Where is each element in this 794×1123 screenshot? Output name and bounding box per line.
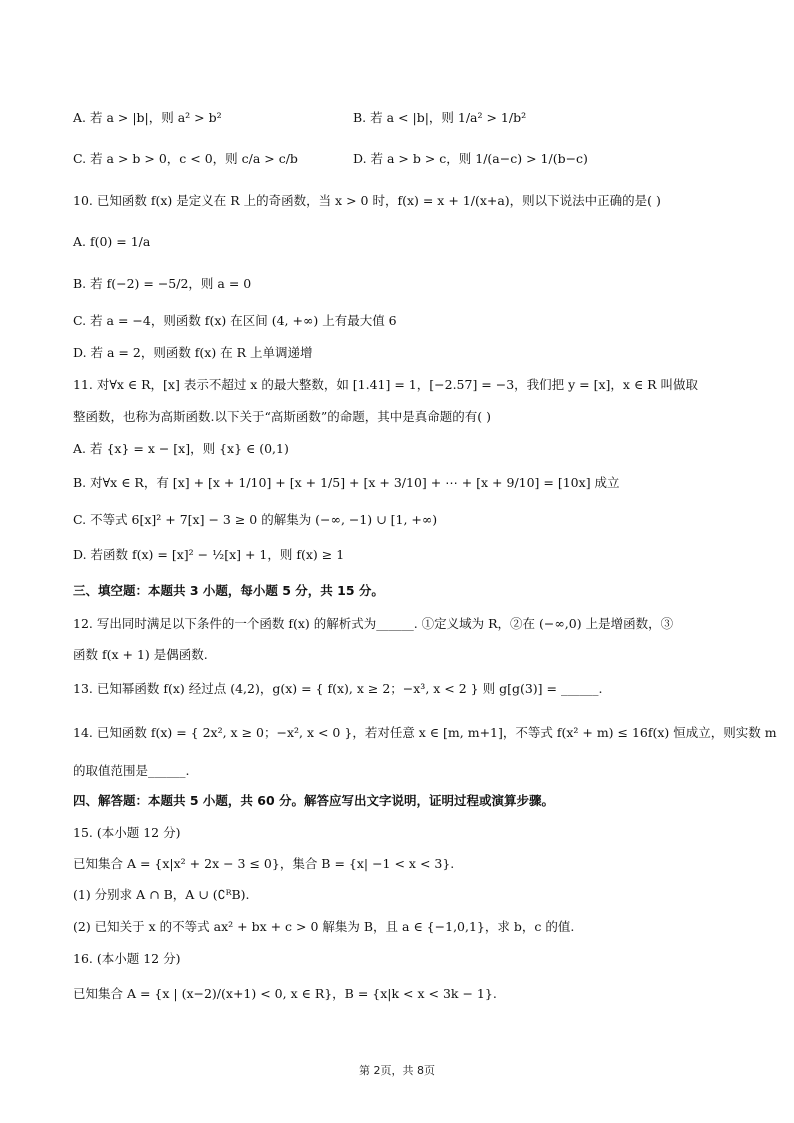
q11-option-a: A. 若 {x} = x − [x]，则 {x} ∈ (0,1): [73, 441, 289, 456]
q15-part2: (2) 已知关于 x 的不等式 ax² + bx + c > 0 解集为 B，且 a ∈ {−1,0,1}，求 b，c 的值.: [73, 919, 575, 934]
q11-option-b: B. 对∀x ∈ R，有 [x] + [x + 1/10] + [x + 1/5] + [x + 3/10] + ⋯ + [x + 9/10] = [10x] 成立: [73, 475, 620, 490]
q10-stem: 10. 已知函数 f(x) 是定义在 R 上的奇函数，当 x > 0 时，f(x) = x + 1/(x+a)，则以下说法中正确的是( ): [73, 193, 661, 208]
q11-option-d: D. 若函数 f(x) = [x]² − ½[x] + 1，则 f(x) ≥ 1: [73, 547, 345, 562]
q9-option-c: C. 若 a > b > 0，c < 0，则 c/a > c/b: [73, 151, 298, 166]
q11-stem-line1: 11. 对∀x ∈ R，[x] 表示不超过 x 的最大整数，如 [1.41] = 1，[−2.57] = −3，我们把 y = [x]，x ∈ R 叫做取: [73, 377, 699, 392]
section-3-heading: 三、填空题：本题共 3 小题，每小题 5 分，共 15 分。: [73, 583, 384, 598]
q16-given: 已知集合 A = {x | (x−2)/(x+1) < 0, x ∈ R}，B = {x|k < x < 3k − 1}.: [73, 986, 497, 1001]
q12-line1: 12. 写出同时满足以下条件的一个函数 f(x) 的解析式为______. ①定义域为 R，②在 (−∞,0) 上是增函数，③: [73, 616, 674, 631]
q16-title: 16. (本小题 12 分): [73, 951, 181, 966]
q10-option-d: D. 若 a = 2，则函数 f(x) 在 R 上单调递增: [73, 345, 313, 360]
q9-option-a: A. 若 a > |b|，则 a² > b²: [73, 110, 222, 125]
q15-title: 15. (本小题 12 分): [73, 825, 181, 840]
q11-stem-line2: 整函数，也称为高斯函数.以下关于“高斯函数”的命题，其中是真命题的有( ): [73, 409, 491, 424]
page-footer: 第 2页，共 8页: [359, 1064, 435, 1077]
q13: 13. 已知幂函数 f(x) 经过点 (4,2)，g(x) = { f(x), x ≥ 2；−x³, x < 2 } 则 g[g(3)] = ______.: [73, 681, 603, 696]
q15-given: 已知集合 A = {x|x² + 2x − 3 ≤ 0}，集合 B = {x| −1 < x < 3}.: [73, 856, 455, 871]
q10-option-b: B. 若 f(−2) = −5/2，则 a = 0: [73, 276, 252, 291]
q10-option-a: A. f(0) = 1/a: [73, 234, 151, 249]
section-4-heading: 四、解答题：本题共 5 小题，共 60 分。解答应写出文字说明，证明过程或演算步骤。: [73, 793, 555, 808]
q11-option-c: C. 不等式 6[x]² + 7[x] − 3 ≥ 0 的解集为 (−∞, −1) ∪ [1, +∞): [73, 512, 438, 527]
q10-option-c: C. 若 a = −4，则函数 f(x) 在区间 (4, +∞) 上有最大值 6: [73, 313, 397, 328]
q14-line2: 的取值范围是______.: [73, 763, 190, 778]
q9-option-d: D. 若 a > b > c，则 1/(a−c) > 1/(b−c): [353, 151, 588, 166]
q14-line1: 14. 已知函数 f(x) = { 2x², x ≥ 0；−x², x < 0 }，若对任意 x ∈ [m, m+1]，不等式 f(x² + m) ≤ 16f(x) 恒成立，则实数 m: [73, 725, 777, 740]
q15-part1: (1) 分别求 A ∩ B，A ∪ (∁ᴿB).: [73, 887, 250, 902]
q9-option-b: B. 若 a < |b|，则 1/a² > 1/b²: [353, 110, 527, 125]
q12-line2: 函数 f(x + 1) 是偶函数.: [73, 647, 208, 662]
